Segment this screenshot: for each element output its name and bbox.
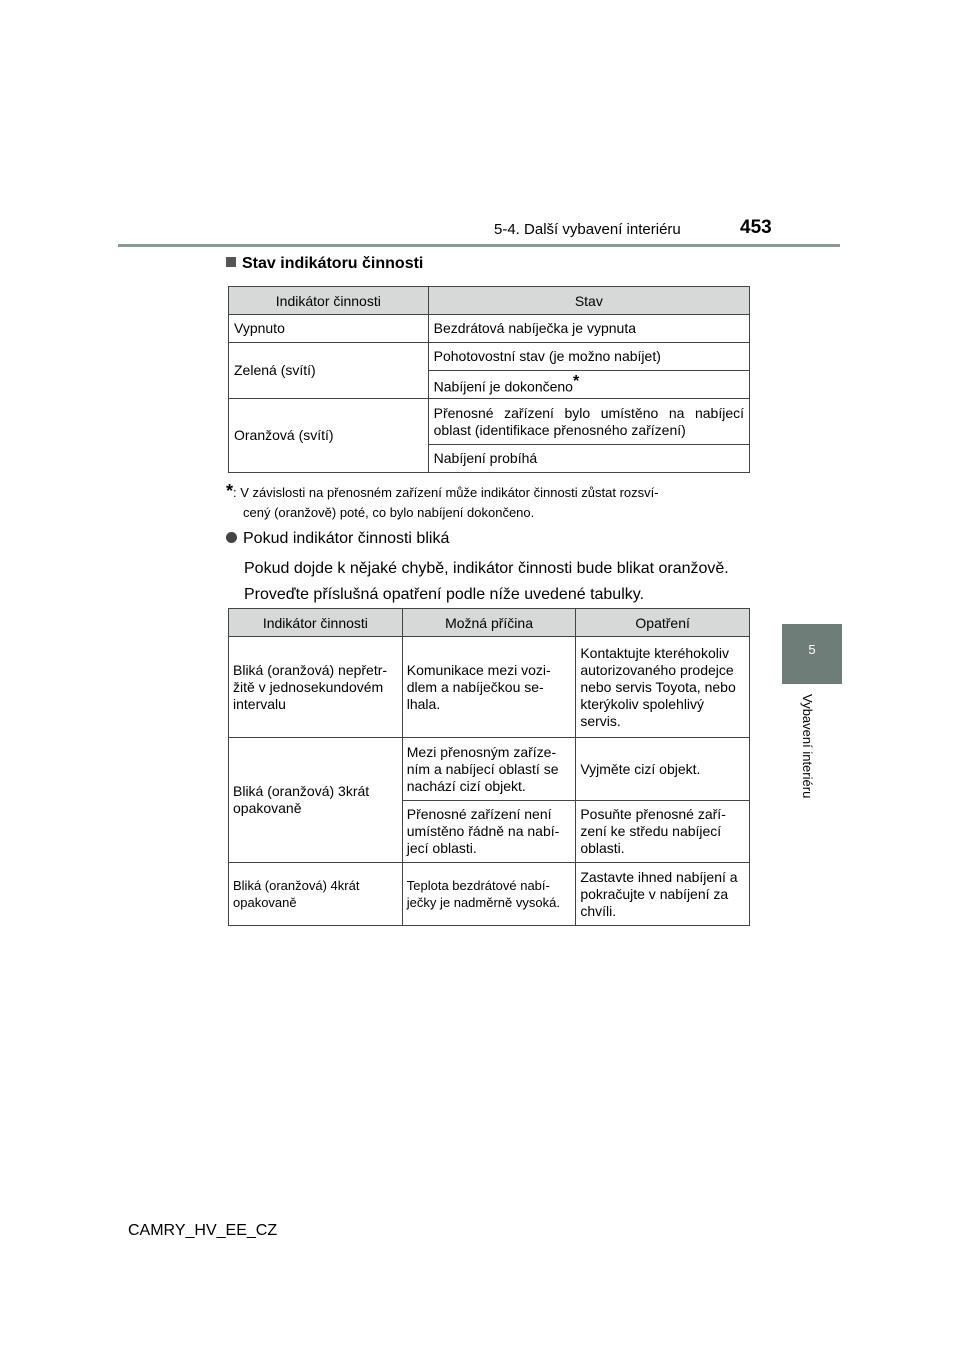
table-cell: Nabíjení probíhá (428, 445, 749, 473)
table-cell: Přenosné zařízení není umístěno řádně na nabí-jecí oblasti. (402, 801, 576, 863)
blinking-indicator-table (228, 608, 750, 926)
cell-text: Nabíjení je dokončeno (433, 378, 573, 395)
bullet-heading-text: Pokud indikátor činnosti bliká (243, 530, 450, 547)
table-cell: Teplota bezdrátové nabí-ječky je nadměrně vysoká. (402, 863, 576, 926)
table-cell: Bliká (oranžová) 3krát opakovaně (229, 738, 403, 863)
header-rule (118, 244, 840, 247)
page-number: 453 (740, 217, 772, 238)
footer-code: CAMRY_HV_EE_CZ (128, 1222, 278, 1239)
table-row (229, 315, 750, 343)
table-cell: Zelená (svítí) (229, 343, 429, 399)
square-bullet-icon (226, 257, 236, 267)
table-row (229, 863, 750, 926)
table-cell: Zastavte ihned nabíjení a pokračujte v nabíjení za chvíli. (576, 863, 750, 926)
table-cell: Komunikace mezi vozi-dlem a nabíječkou se-lhala. (402, 637, 576, 738)
indicator-status-table (228, 286, 750, 473)
table-cell: Vypnuto (229, 315, 429, 343)
table-row (229, 399, 750, 445)
table-cell: Vyjměte cizí objekt. (576, 738, 750, 801)
column-header: Opatření (576, 609, 750, 637)
table-cell: Přenosné zařízení bylo umístěno na nabíjecí oblast (identifikace přenosného zařízení) (428, 399, 749, 445)
footnote-mark: * (226, 481, 234, 501)
section-title: 5-4. Další vybavení interiéru (494, 221, 681, 238)
table-cell: Posuňte přenosné zaří-zení ke středu nabíjecí oblasti. (576, 801, 750, 863)
column-header: Indikátor činnosti (229, 609, 403, 637)
chapter-label (778, 690, 848, 820)
table-row (229, 343, 750, 371)
footnote (226, 481, 750, 523)
table-cell: Pohotovostní stav (je možno nabíjet) (428, 343, 749, 371)
table-header-row (229, 609, 750, 637)
chapter-number: 5 (808, 642, 816, 657)
column-header: Indikátor činnosti (229, 287, 429, 315)
column-header: Stav (428, 287, 749, 315)
table-cell: Mezi přenosným zaříze-ním a nabíjecí oblastí se nachází cizí objekt. (402, 738, 576, 801)
chapter-label-text: Vybavení interiéru (800, 694, 815, 799)
subheading-text: Stav indikátoru činnosti (242, 255, 424, 272)
table-row (229, 738, 750, 801)
footnote-line: cený (oranžově) poté, co bylo nabíjení dokončeno. (243, 505, 535, 520)
table-row (229, 637, 750, 738)
bullet-paragraph: Pokud dojde k nějaké chybě, indikátor činnosti bude blikat oranžově. Proveďte příslušná opatření podle níže uvedené tabulky. (244, 560, 729, 603)
footnote-line: : V závislosti na přenosném zařízení může indikátor činnosti zůstat rozsví- (233, 485, 659, 500)
column-header: Možná příčina (402, 609, 576, 637)
table-cell (428, 371, 749, 399)
table-cell: Bezdrátová nabíječka je vypnuta (428, 315, 749, 343)
table-cell: Oranžová (svítí) (229, 399, 429, 473)
table-header-row (229, 287, 750, 315)
round-bullet-icon (226, 532, 237, 543)
asterisk-mark: * (572, 373, 580, 391)
table-cell: Bliká (oranžová) nepřetr-žitě v jednosekundovém intervalu (229, 637, 403, 738)
table-cell: Kontaktujte kteréhokoliv autorizovaného prodejce nebo servis Toyota, nebo kterýkoliv spolehlivý servis. (576, 637, 750, 738)
table-cell: Bliká (oranžová) 4krát opakovaně (229, 863, 403, 926)
subheading (226, 255, 423, 273)
chapter-tab (782, 624, 842, 684)
bullet-heading (226, 530, 449, 548)
